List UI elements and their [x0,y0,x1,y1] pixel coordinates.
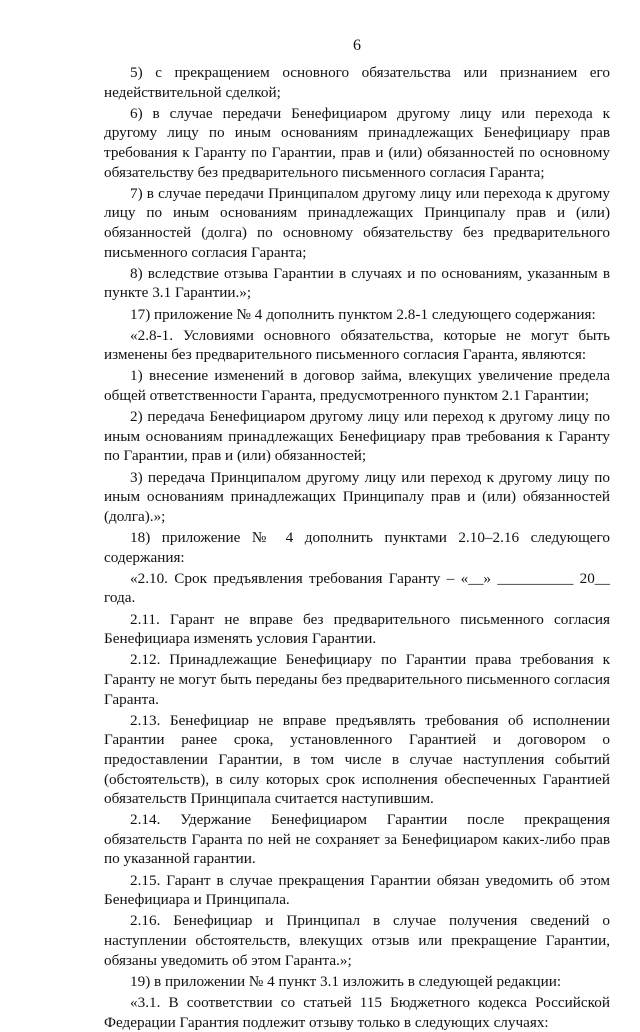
paragraph-amendment-19: 19) в приложении № 4 пункт 3.1 изложить в следующей редакции: [130,972,562,990]
paragraph-item-6: 6) в случае передачи Бенефициаром другому лицу или перехода к другому лицу по иным основаниям принадлежащих Бенефициару прав требования к Гаранту по Гарантии, прав и (или) обязанностей по основному обязательству без предварительного письменного согласия Гаранта; [104,104,610,181]
paragraph-clause-2-16: 2.16. Бенефициар и Принципал в случае получения сведений о наступлении обстоятельств, влекущих отзыв или прекращение Гарантии, обязаны уведомить об этом Гаранта.»; [104,912,610,969]
paragraph-clause-2-12: 2.12. Принадлежащие Бенефициару по Гарантии права требования к Гаранту не могут быть переданы без предварительного письменного согласия Гаранта. [104,651,610,708]
paragraph-subitem-1: 1) внесение изменений в договор займа, влекущих увеличение предела общей ответственности Гаранта, предусмотренного пунктом 2.1 Гарантии; [104,367,610,405]
paragraph-clause-2-15: 2.15. Гарант в случае прекращения Гарантии обязан уведомить об этом Бенефициара и Принципала. [104,871,610,909]
paragraph-clause-2-10: «2.10. Срок предъявления требования Гаранту – «__» __________ 20__ года. [104,569,610,607]
page-number: 6 [353,37,361,54]
paragraph-item-5: 5) с прекращением основного обязательства или признанием его недействительной сделкой; [104,64,610,101]
paragraph-clause-2-14: 2.14. Удержание Бенефициаром Гарантии после прекращения обязательств Гаранта по ней не сохраняет за Бенефициаром каких-либо прав по указанной гарантии. [104,811,610,868]
paragraph-subitem-2: 2) передача Бенефициаром другому лицу или переход к другому лицу по иным основаниям принадлежащих Бенефициару прав требования к Гаранту по Гарантии, прав и (или) обязанностей; [104,408,610,465]
paragraph-subitem-3: 3) передача Принципалом другому лицу или переход к другому лицу по иным основаниям принадлежащих Принципалу прав и (или) обязанностей (долга).»; [104,468,610,525]
paragraph-amendment-18: 18) приложение № 4 дополнить пунктами 2.10–2.16 следующего содержания: [104,529,610,566]
paragraph-clause-2-13: 2.13. Бенефициар не вправе предъявлять требования об исполнении Гарантии ранее срока, установленного Гарантией и договором о предоставлении Гарантии, в том числе в случае наступления событий (обстоятельств), в силу которых срок исполнения обеспеченных Гарантией обязательств Принципала считается наступившим. [104,711,610,808]
paragraph-item-8: 8) вследствие отзыва Гарантии в случаях и по основаниям, указанным в пункте 3.1 Гарантии.»; [104,264,610,302]
paragraph-item-7: 7) в случае передачи Принципалом другому лицу или перехода к другому лицу по иным основаниям принадлежащих Принципалу прав и (или) обязанностей (долга) по основному обязательству без предварительного письменного согласия Гаранта; [104,184,610,261]
paragraph-clause-2-11: 2.11. Гарант не вправе без предварительного письменного согласия Бенефициара изменять условия Гарантии. [104,610,610,648]
paragraph-clause-3-1: «3.1. В соответствии со статьей 115 Бюджетного кодекса Российской Федерации Гарантия подлежит отзыву только в следующих случаях: [104,994,610,1031]
paragraph-clause-2-8-1: «2.8-1. Условиями основного обязательства, которые не могут быть изменены без предварительного письменного согласия Гаранта, являются: [104,326,610,364]
paragraph-amendment-17: 17) приложение № 4 дополнить пунктом 2.8-1 следующего содержания: [130,305,596,323]
